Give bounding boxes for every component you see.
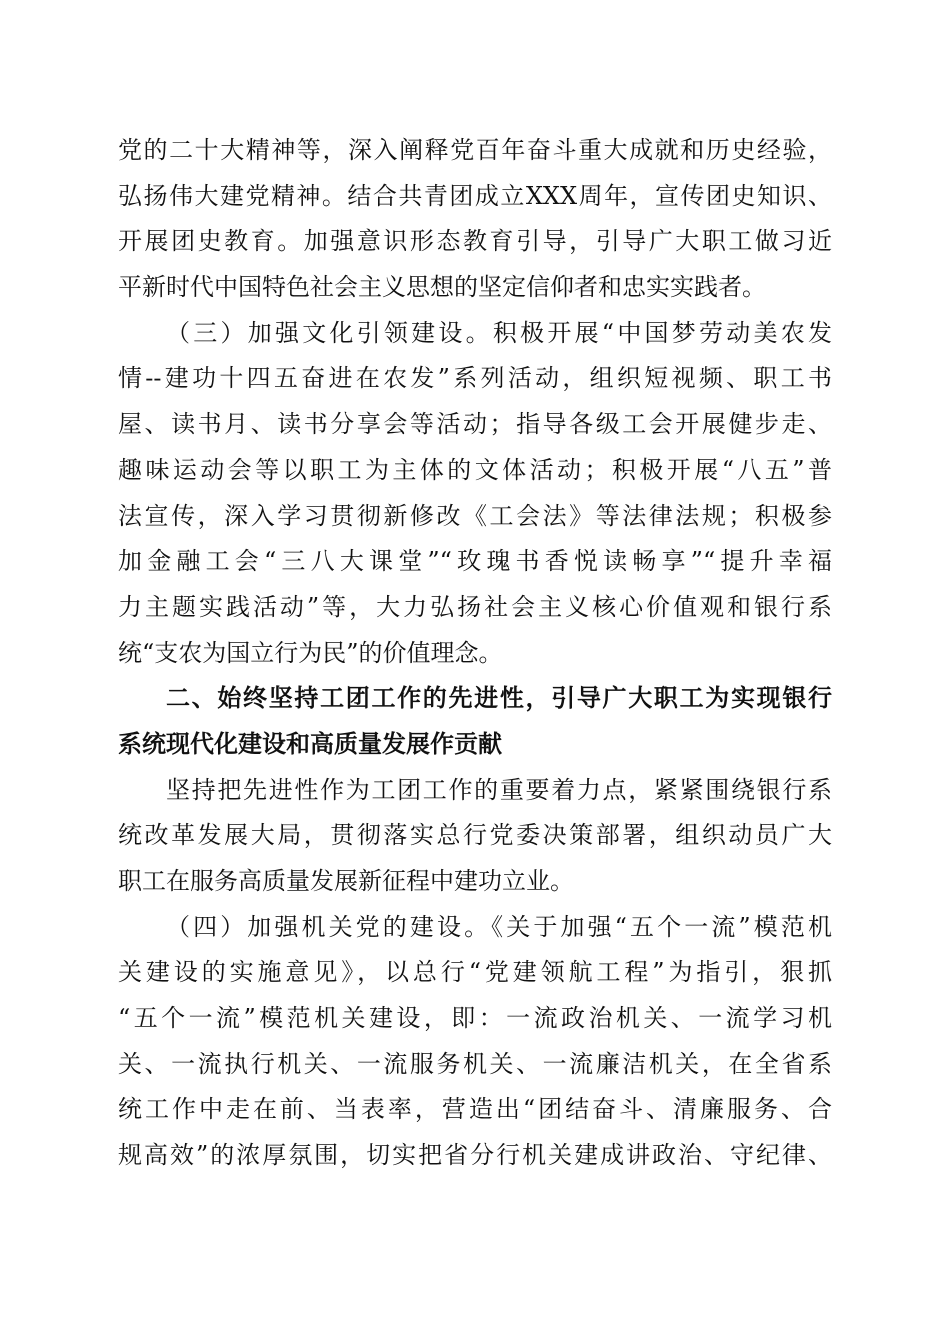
paragraph-line: “五个一流”模范机关建设，即：一流政治机关、一流学习机: [118, 1004, 832, 1033]
paragraph-line: 加金融工会“三八大课堂”“玫瑰书香悦读畅享”“提升幸福: [118, 547, 832, 576]
paragraph-line: 党的二十大精神等，深入阐释党百年奋斗重大成就和历史经验，: [118, 136, 832, 164]
paragraph-line: 趣味运动会等以职工为主体的文体活动；积极开展“八五”普: [118, 455, 832, 484]
paragraph-line: 职工在服务高质量发展新征程中建功立业。: [118, 867, 574, 895]
document-page: [118, 128, 832, 1179]
section-heading-line: 二、始终坚持工团工作的先进性，引导广大职工为实现银行: [166, 684, 832, 713]
paragraph-line: 关建设的实施意见》，以总行“党建领航工程”为指引，狠抓: [118, 958, 832, 987]
paragraph-line: 情--建功十四五奋进在农发”系列活动，组织短视频、职工书: [118, 364, 832, 393]
paragraph-line: 平新时代中国特色社会主义思想的坚定信仰者和忠实实践者。: [118, 273, 766, 302]
paragraph-line: 统改革发展大局，贯彻落实总行党委决策部署，组织动员广大: [118, 821, 832, 850]
paragraph-line: 统“支农为国立行为民”的价值理念。: [118, 638, 503, 667]
paragraph-line: （四）加强机关党的建设。《关于加强“五个一流”模范机: [166, 912, 832, 941]
paragraph-line: 统工作中走在前、当表率，营造出“团结奋斗、清廉服务、合: [118, 1095, 832, 1124]
paragraph-line: 坚持把先进性作为工团工作的重要着力点，紧紧围绕银行系: [166, 775, 832, 804]
paragraph-line: 开展团史教育。加强意识形态教育引导，引导广大职工做习近: [118, 227, 832, 256]
section-heading-line: 系统现代化建设和高质量发展作贡献: [118, 729, 502, 758]
paragraph-line: 法宣传，深入学习贯彻新修改《工会法》等法律法规；积极参: [118, 501, 832, 530]
paragraph-line: 规高效”的浓厚氛围，切实把省分行机关建成讲政治、守纪律、: [118, 1141, 832, 1170]
paragraph-line: 力主题实践活动”等，大力弘扬社会主义核心价值观和银行系: [118, 592, 832, 621]
paragraph-line: 关、一流执行机关、一流服务机关、一流廉洁机关，在全省系: [118, 1049, 832, 1078]
paragraph-line: （三）加强文化引领建设。积极开展“中国梦劳动美农发: [166, 318, 832, 347]
paragraph-line: 弘扬伟大建党精神。结合共青团成立XXX周年，宣传团史知识、: [118, 181, 832, 210]
paragraph-line: 屋、读书月、读书分享会等活动；指导各级工会开展健步走、: [118, 410, 832, 439]
